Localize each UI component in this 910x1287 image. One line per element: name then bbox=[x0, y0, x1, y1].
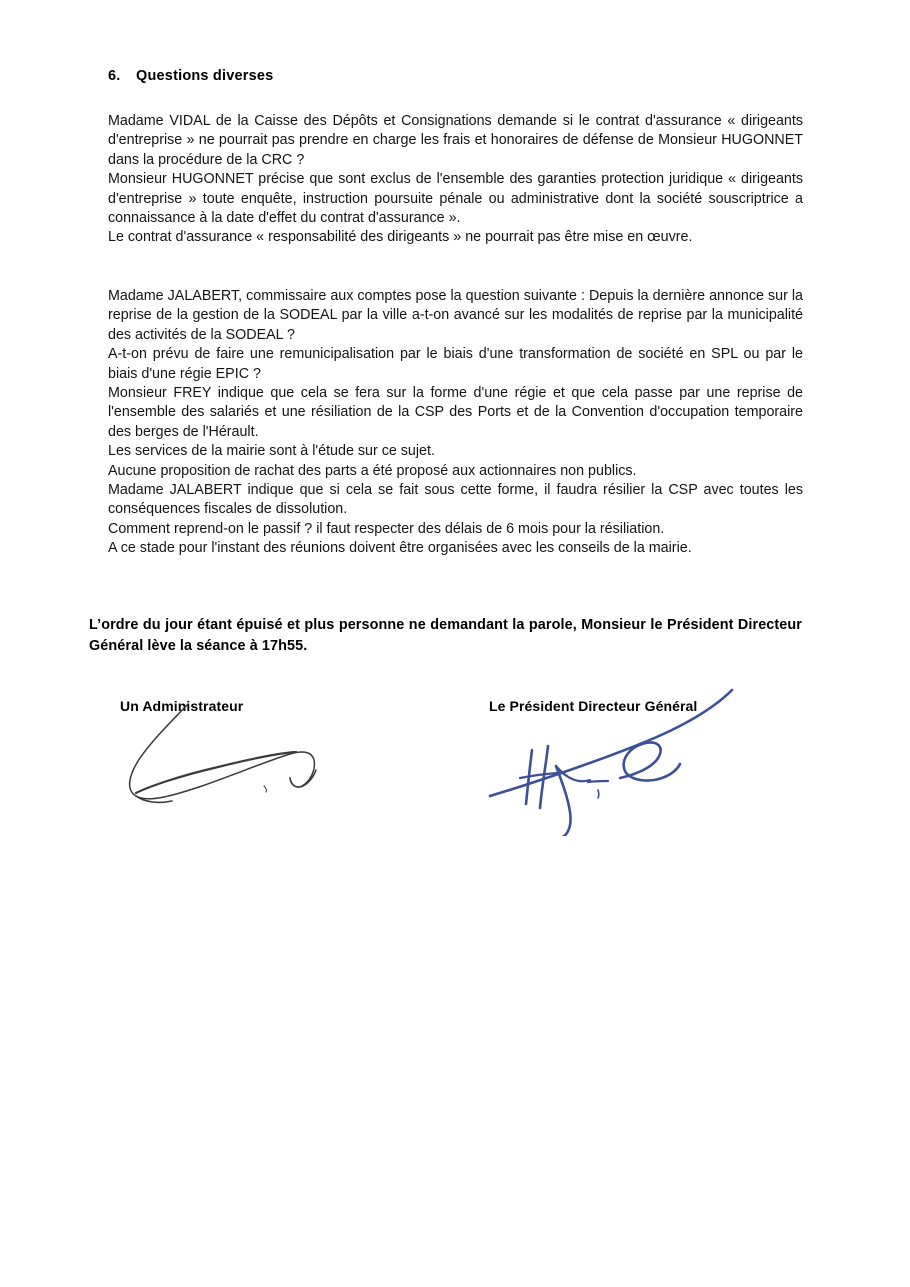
paragraph-block-1 bbox=[108, 112, 803, 248]
paragraph: Les services de la mairie sont à l'étude sur ce sujet. bbox=[108, 443, 435, 460]
section-heading bbox=[108, 68, 273, 84]
signature-area bbox=[0, 690, 910, 870]
paragraph: Monsieur FREY indique que cela se fera sur la forme d'une régie et que cela passe par une reprise de l'ensemble des salariés et une résiliation de la CSP des Ports et de la Convention d'occupation temporaire des berges de l'Hérault. bbox=[108, 385, 803, 440]
paragraph: Madame JALABERT, commissaire aux comptes pose la question suivante : Depuis la dernière annonce sur la reprise de la gestion de la SODEAL par la ville a-t-on avancé sur les modalités de reprise par la municipalité des activités de la SODEAL ? bbox=[108, 288, 803, 343]
section-number: 6. bbox=[108, 68, 121, 84]
paragraph: Monsieur HUGONNET précise que sont exclus de l'ensemble des garanties protection juridique « dirigeants d'entreprise » toute enquête, instruction poursuite pénale ou administrative dont la société souscriptrice a connaissance à la date d'effet du contrat d'assurance ». bbox=[108, 171, 803, 227]
paragraph: Madame VIDAL de la Caisse des Dépôts et Consignations demande si le contrat d'assurance « dirigeants d'entreprise » ne pourrait pas prendre en charge les frais et honoraires de défense de Monsieur HUGONNET dans la procédure de la CRC ? bbox=[108, 113, 803, 168]
paragraph-block-2 bbox=[108, 287, 803, 559]
closing-text: L’ordre du jour étant épuisé et plus personne ne demandant la parole, Monsieur le Président Directeur Général lève la séance à 17h55. bbox=[89, 617, 802, 654]
paragraph: Madame JALABERT indique que si cela se fait sous cette forme, il faudra résilier la CSP avec toutes les conséquences fiscales de dissolution. bbox=[108, 482, 803, 518]
paragraph: A-t-on prévu de faire une remunicipalisation par le biais d'une transformation de société en SPL ou par le biais d'une régie EPIC ? bbox=[108, 346, 803, 382]
handwritten-signature-icon-administrator bbox=[110, 700, 350, 820]
paragraph: Aucune proposition de rachat des parts a été proposé aux actionnaires non publics. bbox=[108, 462, 637, 479]
section-title: Questions diverses bbox=[136, 68, 274, 84]
signature-label-administrator: Un Administrateur bbox=[120, 698, 244, 714]
signature-label-president: Le Président Directeur Général bbox=[489, 698, 698, 714]
paragraph: Le contrat d'assurance « responsabilité des dirigeants » ne pourrait pas être mise en œuvre. bbox=[108, 229, 693, 246]
paragraph: A ce stade pour l'instant des réunions doivent être organisées avec les conseils de la mairie. bbox=[108, 540, 692, 557]
paragraph: Comment reprend-on le passif ? il faut respecter des délais de 6 mois pour la résiliation. bbox=[108, 520, 665, 537]
closing-statement bbox=[89, 615, 802, 656]
